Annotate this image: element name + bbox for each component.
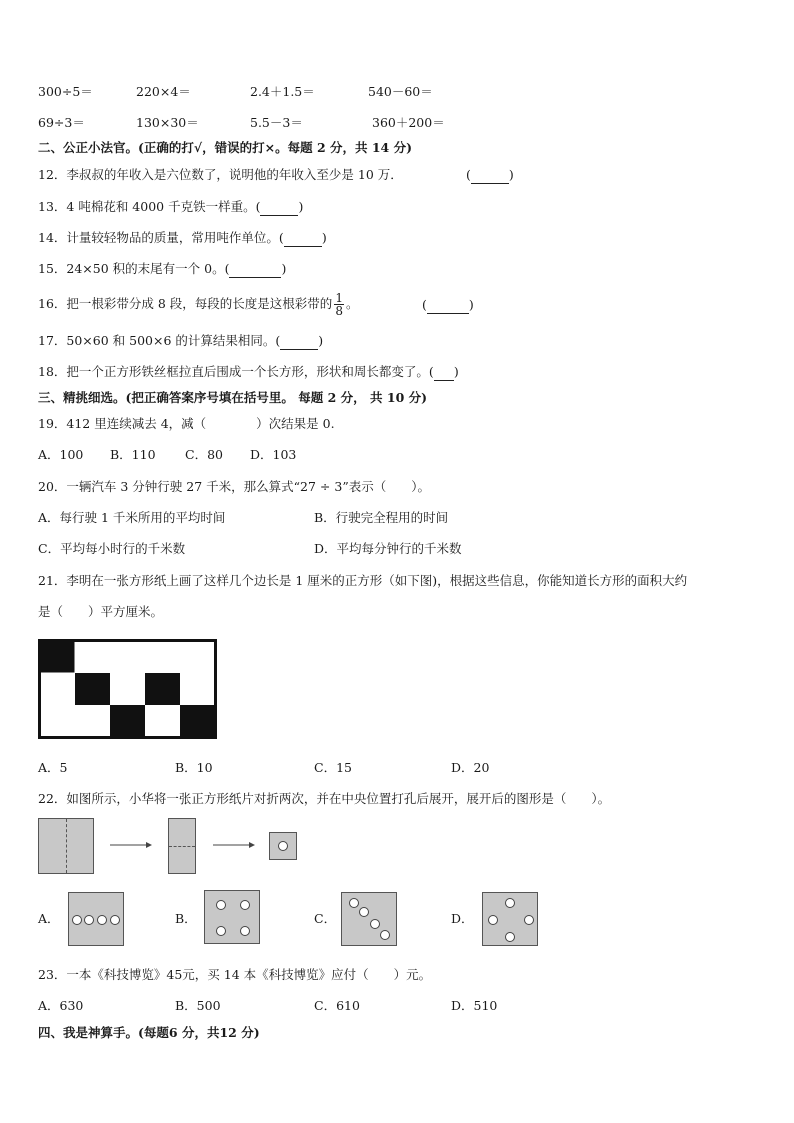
question-text: 13．4 吨棉花和 4000 千克铁一样重。 <box>38 199 256 214</box>
question-14 <box>38 230 327 247</box>
question-text: 14．计量较轻物品的质量，常用吨作单位。 <box>38 230 279 245</box>
hole <box>488 915 498 925</box>
rectangle-grid-figure <box>38 639 218 739</box>
section-heading-3: 三、精挑细选。(把正确答案序号填在括号里。 每题 2 分， 共 10 分) <box>38 390 428 405</box>
hole <box>505 932 515 942</box>
paper-square <box>38 818 94 874</box>
black-square <box>110 705 145 737</box>
question-18 <box>38 364 459 381</box>
answer-blank[interactable]: ( ) <box>224 261 287 276</box>
calc-item: 2.4＋1.5＝ <box>250 84 315 99</box>
question-21-line1: 21．李明在一张方形纸上画了这样几个边长是 1 厘米的正方形（如下图)，根据这些信息，你能知道长方形的面积大约 <box>38 573 688 588</box>
hole <box>216 926 226 936</box>
option-c[interactable]: C．平均每小时行的千米数 <box>38 541 186 556</box>
option-c[interactable]: C． <box>314 911 337 926</box>
question-20: 20．一辆汽车 3 分钟行驶 27 千米，那么算式“27 ÷ 3”表示（ ）。 <box>38 479 430 494</box>
hole <box>84 915 94 925</box>
question-15 <box>38 261 286 278</box>
hole <box>278 841 288 851</box>
option-c[interactable]: C．610 <box>314 998 360 1013</box>
question-23: 23．一本《科技博览》45元，买 14 本《科技博览》应付（ ）元。 <box>38 967 432 982</box>
section-heading-2: 二、公正小法官。(正确的打√，错误的打×。每题 2 分，共 14 分) <box>38 140 413 155</box>
answer-blank[interactable]: ( ) <box>428 364 459 379</box>
option-d-figure[interactable] <box>482 892 538 946</box>
fold-line <box>169 846 195 847</box>
answer-blank[interactable]: ( ) <box>278 230 327 245</box>
arrow-icon <box>213 840 255 850</box>
fold-line <box>66 819 67 873</box>
arrow-icon <box>110 840 152 850</box>
answer-blank-12[interactable]: ( ) <box>466 167 514 182</box>
option-c[interactable]: C．15 <box>314 760 352 775</box>
question-text: 12．李叔叔的年收入是六位数了，说明他的年收入至少是 10 万． <box>38 167 403 182</box>
question-text: 16．把一根彩带分成 8 段，每段的长度是这根彩带的 <box>38 296 333 311</box>
option-b[interactable]: B．10 <box>175 760 213 775</box>
hole <box>110 915 120 925</box>
black-square <box>75 673 110 705</box>
option-c[interactable]: C．80 <box>185 447 223 462</box>
question-19: 19．412 里连续减去 4，减（ ）次结果是 0. <box>38 416 335 431</box>
hole <box>524 915 534 925</box>
question-text: 15．24×50 积的末尾有一个 0。 <box>38 261 225 276</box>
option-d[interactable]: D．103 <box>250 447 297 462</box>
option-a[interactable]: A．630 <box>38 998 84 1013</box>
answer-blank[interactable]: ( ) <box>255 199 304 214</box>
hole <box>240 926 250 936</box>
hole <box>216 900 226 910</box>
calc-item: 130×30＝ <box>136 115 199 130</box>
answer-blank[interactable]: ( ) <box>275 333 324 348</box>
hole <box>380 930 390 940</box>
question-13 <box>38 199 303 216</box>
option-b[interactable]: B．行驶完全程用的时间 <box>314 510 449 525</box>
black-square <box>40 641 75 673</box>
punched-paper <box>269 832 297 860</box>
calc-item: 220×4＝ <box>136 84 191 99</box>
hole <box>359 907 369 917</box>
option-a[interactable]: A．5 <box>38 760 68 775</box>
option-d[interactable]: D．510 <box>451 998 498 1013</box>
option-b[interactable]: B．500 <box>175 998 221 1013</box>
calc-item: 69÷3＝ <box>38 115 85 130</box>
option-b-figure[interactable] <box>204 890 260 944</box>
question-21-line2: 是（ ）平方厘米。 <box>38 604 164 619</box>
option-a[interactable]: A．每行驶 1 千米所用的平均时间 <box>38 510 226 525</box>
option-d[interactable]: D．平均每分钟行的千米数 <box>314 541 462 556</box>
question-22: 22．如图所示，小华将一张正方形纸片对折两次，并在中央位置打孔后展开，展开后的图形是（ ）。 <box>38 791 611 806</box>
black-square <box>145 673 180 705</box>
question-text: 17．50×60 和 500×6 的计算结果相同。 <box>38 333 276 348</box>
folded-paper <box>168 818 196 874</box>
question-text: 18．把一个正方形铁丝框拉直后围成一个长方形，形状和周长都变了。 <box>38 364 429 379</box>
fraction: $\frac{1}{8}$ <box>335 291 343 318</box>
option-a[interactable]: A． <box>38 911 60 926</box>
option-c-figure[interactable] <box>341 892 397 946</box>
hole <box>97 915 107 925</box>
hole <box>505 898 515 908</box>
answer-blank-16[interactable]: ( ) <box>422 297 474 312</box>
hole <box>72 915 82 925</box>
question-12 <box>38 167 403 183</box>
option-a-figure[interactable] <box>68 892 124 946</box>
section-heading-4: 四、我是神算手。(每题6 分，共12 分) <box>38 1025 260 1040</box>
question-17 <box>38 333 323 350</box>
calc-item: 540－60＝ <box>368 84 433 99</box>
hole <box>370 919 380 929</box>
option-b[interactable]: B． <box>175 911 197 926</box>
calc-item: 360＋200＝ <box>372 115 445 130</box>
option-b[interactable]: B．110 <box>110 447 156 462</box>
option-d[interactable]: D．20 <box>451 760 490 775</box>
option-d[interactable]: D． <box>451 911 474 926</box>
question-16: 16．把一根彩带分成 8 段，每段的长度是这根彩带的 $\frac{1}{8}$ 。 <box>38 291 359 318</box>
calc-item: 5.5－3＝ <box>250 115 303 130</box>
calc-item: 300÷5＝ <box>38 84 93 99</box>
hole <box>240 900 250 910</box>
black-square <box>180 705 216 737</box>
hole <box>349 898 359 908</box>
option-a[interactable]: A．100 <box>38 447 84 462</box>
